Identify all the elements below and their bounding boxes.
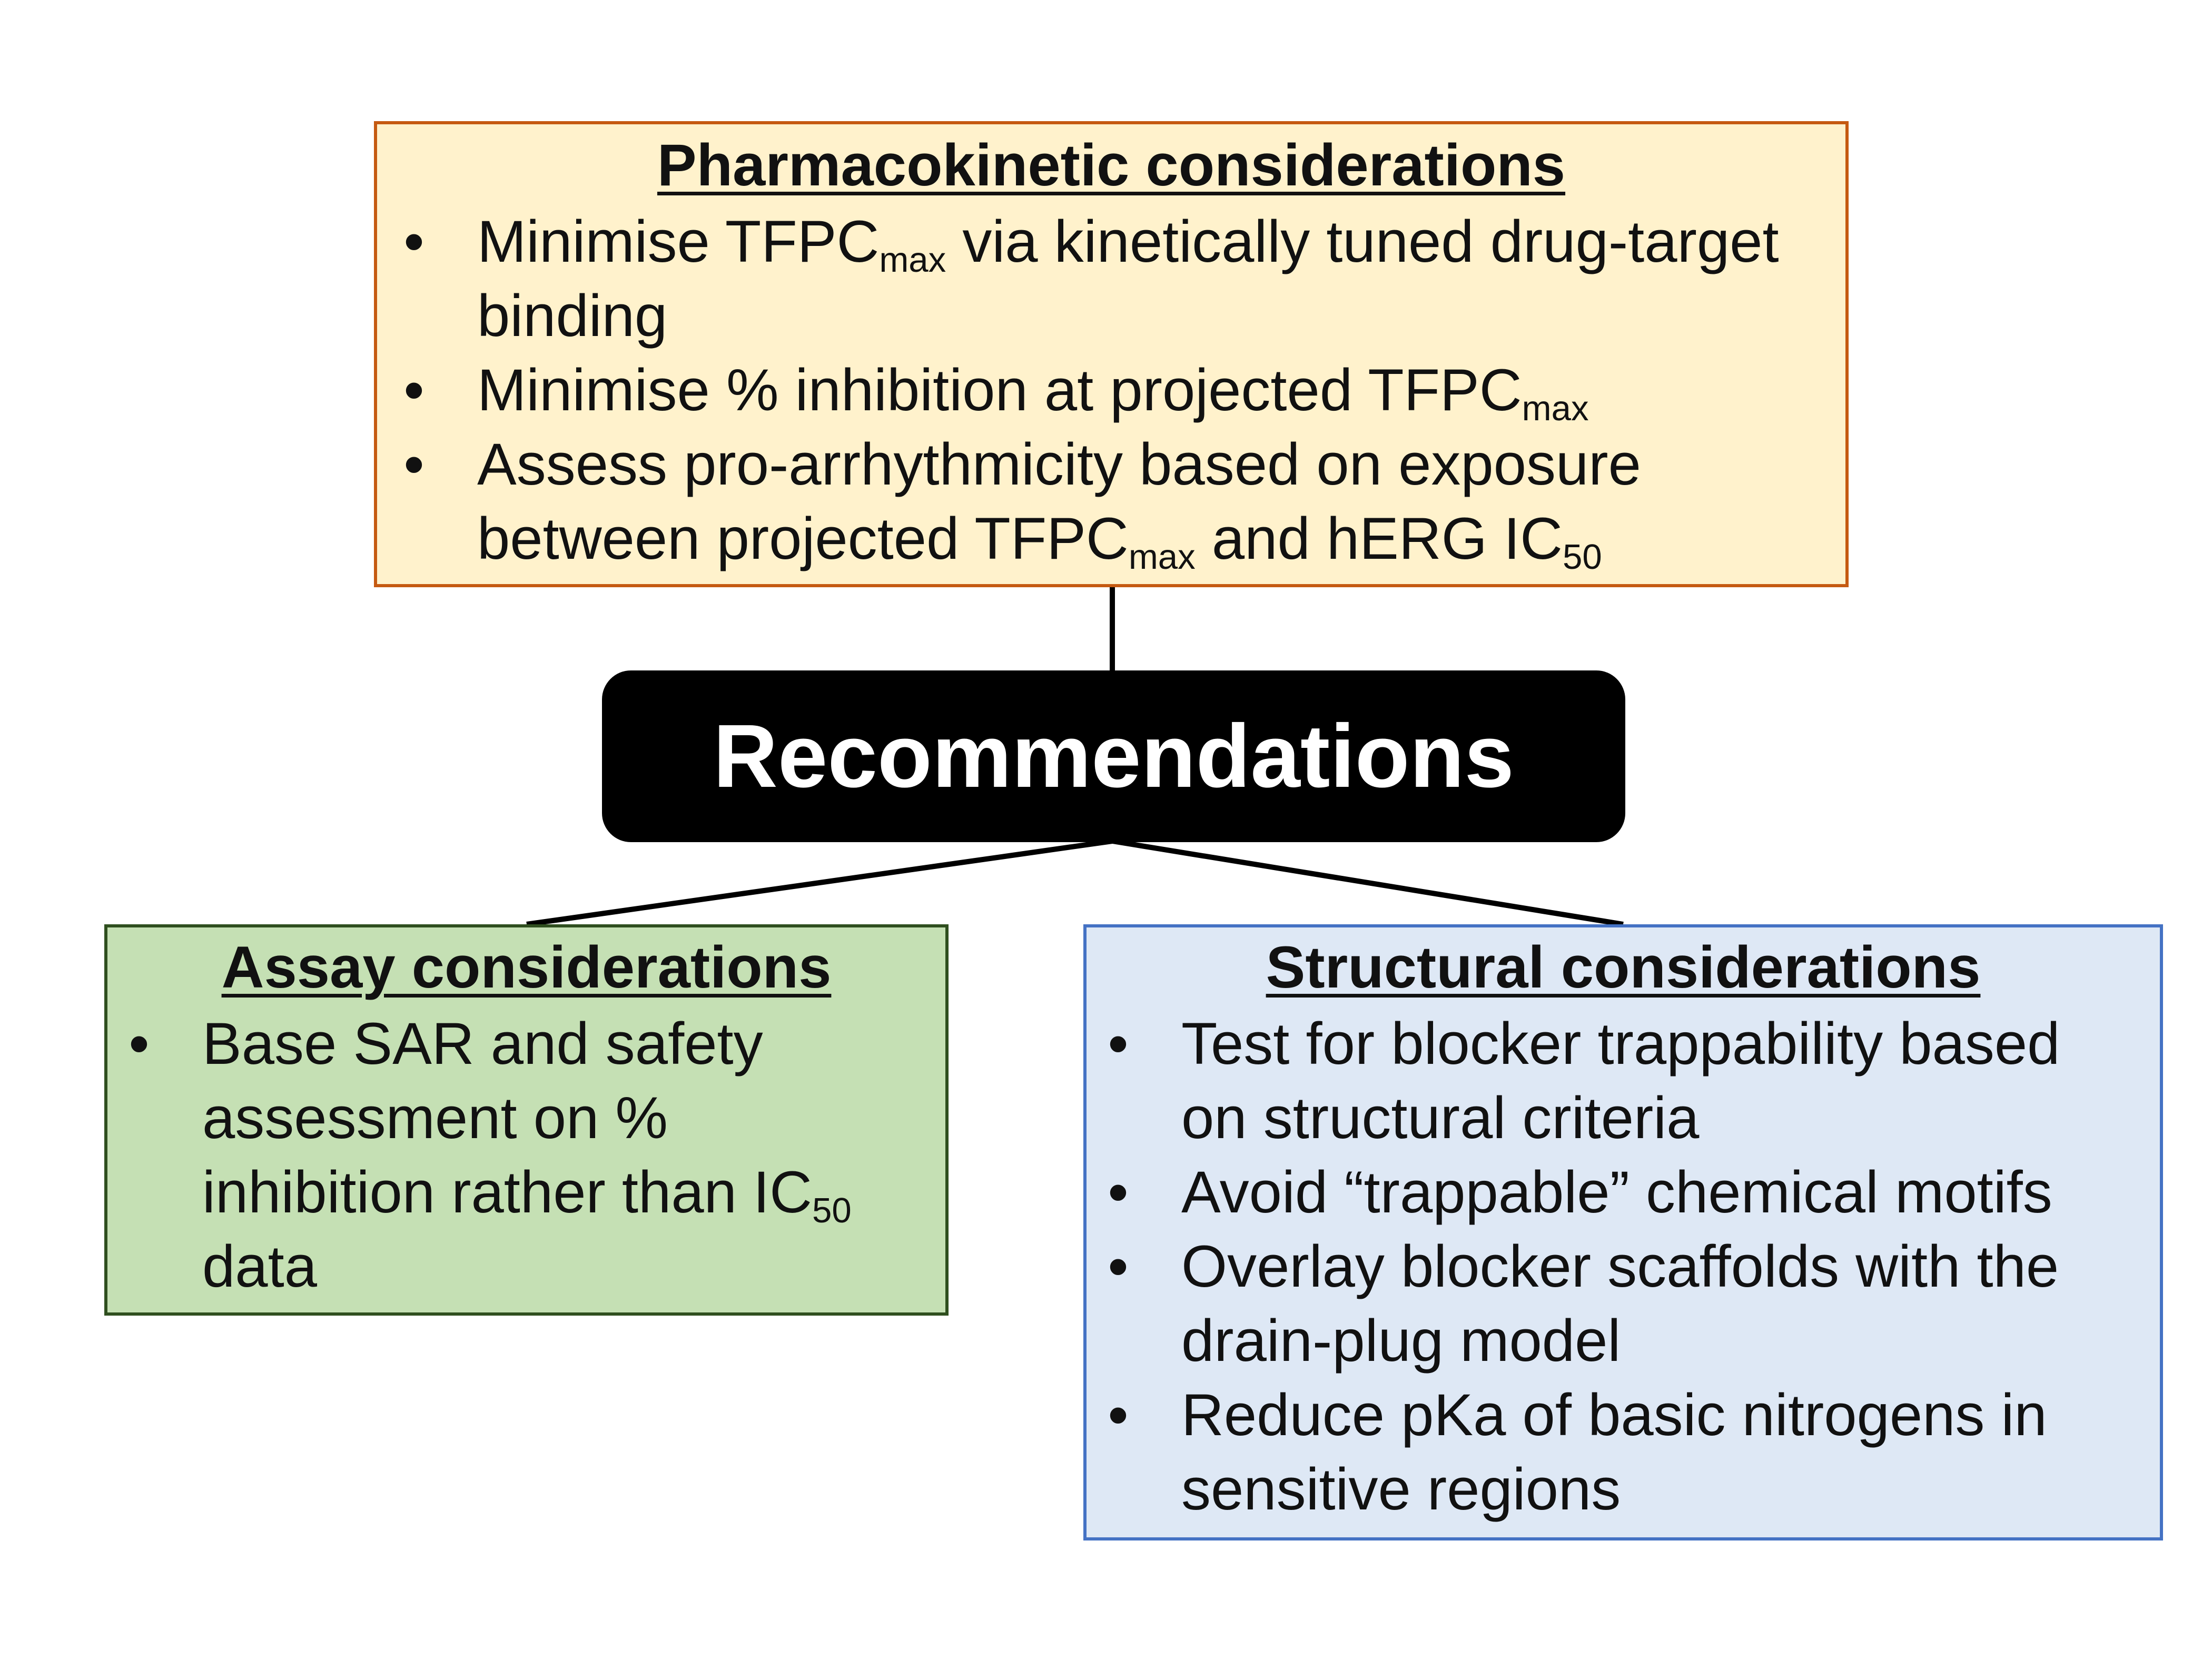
assay-considerations-box xyxy=(104,924,949,1316)
bullet-icon: • xyxy=(1108,1159,1129,1225)
pharmacokinetic-item-2: Minimise % inhibition at projected $TFPC_{max}$ xyxy=(477,357,1589,428)
list-item xyxy=(398,427,1798,576)
assay-item-1: Base SAR and safety assessment on % inhibition rather than $IC_{50}$ data xyxy=(202,1011,852,1299)
structural-list xyxy=(1102,1006,2128,1526)
structural-item-4: Reduce pKa of basic nitrogens in sensitive regions xyxy=(1181,1382,2047,1522)
pharmacokinetic-list xyxy=(398,204,1798,576)
structural-item-2: Avoid “trappable” chemical motifs xyxy=(1181,1159,2052,1225)
list-item xyxy=(398,353,1798,427)
list-item xyxy=(1102,1155,2128,1229)
structural-title: Structural considerations xyxy=(1266,934,1981,1000)
bullet-icon: • xyxy=(129,1011,150,1077)
recommendations-box xyxy=(602,670,1625,842)
list-item xyxy=(1102,1229,2128,1378)
bullet-icon: • xyxy=(1108,1233,1129,1299)
list-item xyxy=(1102,1006,2128,1155)
bullet-icon: • xyxy=(1108,1011,1129,1077)
assay-list xyxy=(123,1006,898,1303)
structural-considerations-box xyxy=(1083,924,2163,1540)
bullet-icon: • xyxy=(403,431,424,497)
bullet-icon: • xyxy=(1108,1382,1129,1448)
bullet-icon: • xyxy=(403,209,424,274)
list-item xyxy=(1102,1378,2128,1526)
connector-center-to-assay xyxy=(527,841,1112,924)
recommendations-label: Recommendations xyxy=(713,706,1514,806)
list-item xyxy=(123,1006,898,1303)
pharmacokinetic-item-1: Minimise $TFPC_{max}$ via kinetically tuned drug-target binding xyxy=(477,209,1779,349)
structural-item-1: Test for blocker trappability based on structural criteria xyxy=(1181,1011,2060,1151)
connector-center-to-structural xyxy=(1112,841,1623,924)
list-item xyxy=(398,204,1798,353)
bullet-icon: • xyxy=(403,357,424,423)
pharmacokinetic-title: Pharmacokinetic considerations xyxy=(657,132,1566,198)
pharmacokinetic-item-3: Assess pro-arrhythmicity based on exposure between projected $TFPC_{max}$ and hERG $IC_{50}$ xyxy=(477,431,1641,577)
structural-item-3: Overlay blocker scaffolds with the drain-plug model xyxy=(1181,1233,2059,1374)
assay-title: Assay considerations xyxy=(221,934,832,1000)
pharmacokinetic-considerations-box xyxy=(374,121,1849,587)
